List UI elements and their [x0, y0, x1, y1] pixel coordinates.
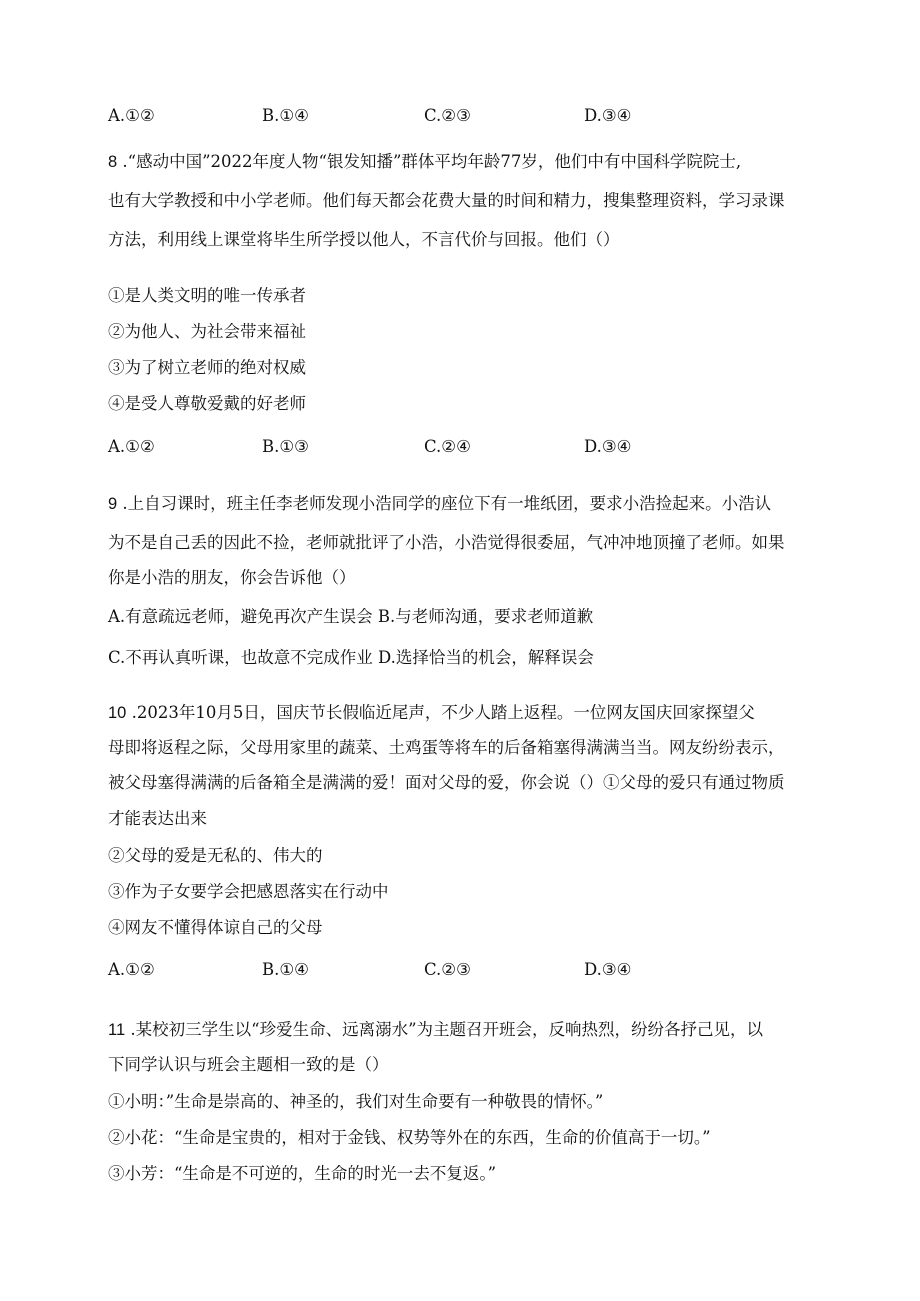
q8-stem-line-1	[108, 152, 741, 172]
q10-stem-line-4: 才能表达出来	[108, 809, 207, 828]
q8-number: 8	[108, 153, 118, 171]
q10-statement-4: ④网友不懂得体谅自己的父母	[108, 918, 323, 937]
q11-number: 11	[108, 1021, 126, 1039]
q11-statement-2: ②小花：“生命是宝贵的，相对于金钱、权势等外在的东西，生命的价值高于一切。”	[108, 1128, 711, 1147]
q9-stem-text-1: .上自习课时，班主任李老师发现小浩同学的座位下有一堆纸团，要求小浩捡起来。小浩认	[117, 494, 772, 513]
q10-option-a: A.①②	[108, 960, 155, 979]
q10-option-c: C.②③	[424, 960, 471, 979]
q9-options-line-2: C.不再认真听课，也故意不完成作业 D.选择恰当的机会，解释误会	[108, 648, 594, 667]
q9-stem-line-1	[108, 494, 771, 514]
q11-stem-line-2: 下同学认识与班会主题相一致的是（）	[108, 1055, 389, 1074]
q9-stem-line-2: 为不是自己丢的因此不捡，老师就批评了小浩，小浩觉得很委屈，气冲冲地顶撞了老师。如果	[108, 533, 785, 552]
q9-options-line-1: A.有意疏远老师，避免再次产生误会 B.与老师沟通，要求老师道歉	[108, 607, 594, 626]
q8-statement-4: ④是受人尊敬爱戴的好老师	[108, 394, 306, 413]
q10-statement-2: ②父母的爱是无私的、伟大的	[108, 846, 323, 865]
q10-stem-line-1	[108, 703, 755, 723]
q9-number: 9	[108, 495, 118, 513]
q7-option-a: A.①②	[108, 106, 155, 125]
q10-option-b: B.①④	[262, 960, 309, 979]
q9-stem-line-3: 你是小浩的朋友，你会告诉他（）	[108, 568, 356, 587]
q8-stem-line-3: 方法，利用线上课堂将毕生所学授以他人，不言代价与回报。他们（）	[108, 230, 620, 249]
q11-statement-3: ③小芳：“生命是不可逆的，生命的时光一去不复返。”	[108, 1164, 497, 1183]
q8-stem-line-2: 也有大学教授和中小学老师。他们每天都会花费大量的时间和精力，搜集整理资料，学习录课	[108, 191, 785, 210]
q8-statement-1: ①是人类文明的唯一传承者	[108, 286, 306, 305]
q8-option-b: B.①③	[262, 437, 309, 456]
q8-option-a: A.①②	[108, 437, 155, 456]
q7-option-b: B.①④	[262, 106, 309, 125]
q10-stem-line-3: 被父母塞得满满的后备箱全是满满的爱！面对父母的爱，你会说（）①父母的爱只有通过物质	[108, 773, 785, 792]
q10-stem-line-2: 母即将返程之际，父母用家里的蔬菜、土鸡蛋等将车的后备箱塞得满满当当。网友纷纷表示，	[108, 738, 785, 757]
q11-stem-text-1: .某校初三学生以“珍爱生命、远离溺水”为主题召开班会，反响热烈，纷纷各抒己见，以	[125, 1020, 764, 1039]
q8-option-d: D.③④	[584, 437, 632, 456]
q10-number: 10	[108, 704, 127, 722]
q8-statement-3: ③为了树立老师的绝对权威	[108, 358, 306, 377]
q8-statement-2: ②为他人、为社会带来福祉	[108, 322, 306, 341]
q11-statement-1: ①小明：”生命是崇高的、神圣的，我们对生命要有一种敬畏的情怀。”	[108, 1092, 604, 1111]
q10-statement-3: ③作为子女要学会把感恩落实在行动中	[108, 882, 389, 901]
q7-option-c: C.②③	[424, 106, 471, 125]
q8-option-c: C.②④	[424, 437, 471, 456]
q10-option-d: D.③④	[584, 960, 632, 979]
q7-option-d: D.③④	[584, 106, 632, 125]
q10-stem-text-1: .2023年10月5日，国庆节长假临近尾声，不少人踏上返程。一位网友国庆回家探望父	[126, 703, 755, 722]
q8-stem-text-1: .“感动中国”2022年度人物“银发知播”群体平均年龄77岁，他们中有中国科学院院士,	[117, 152, 742, 171]
q11-stem-line-1	[108, 1020, 763, 1040]
